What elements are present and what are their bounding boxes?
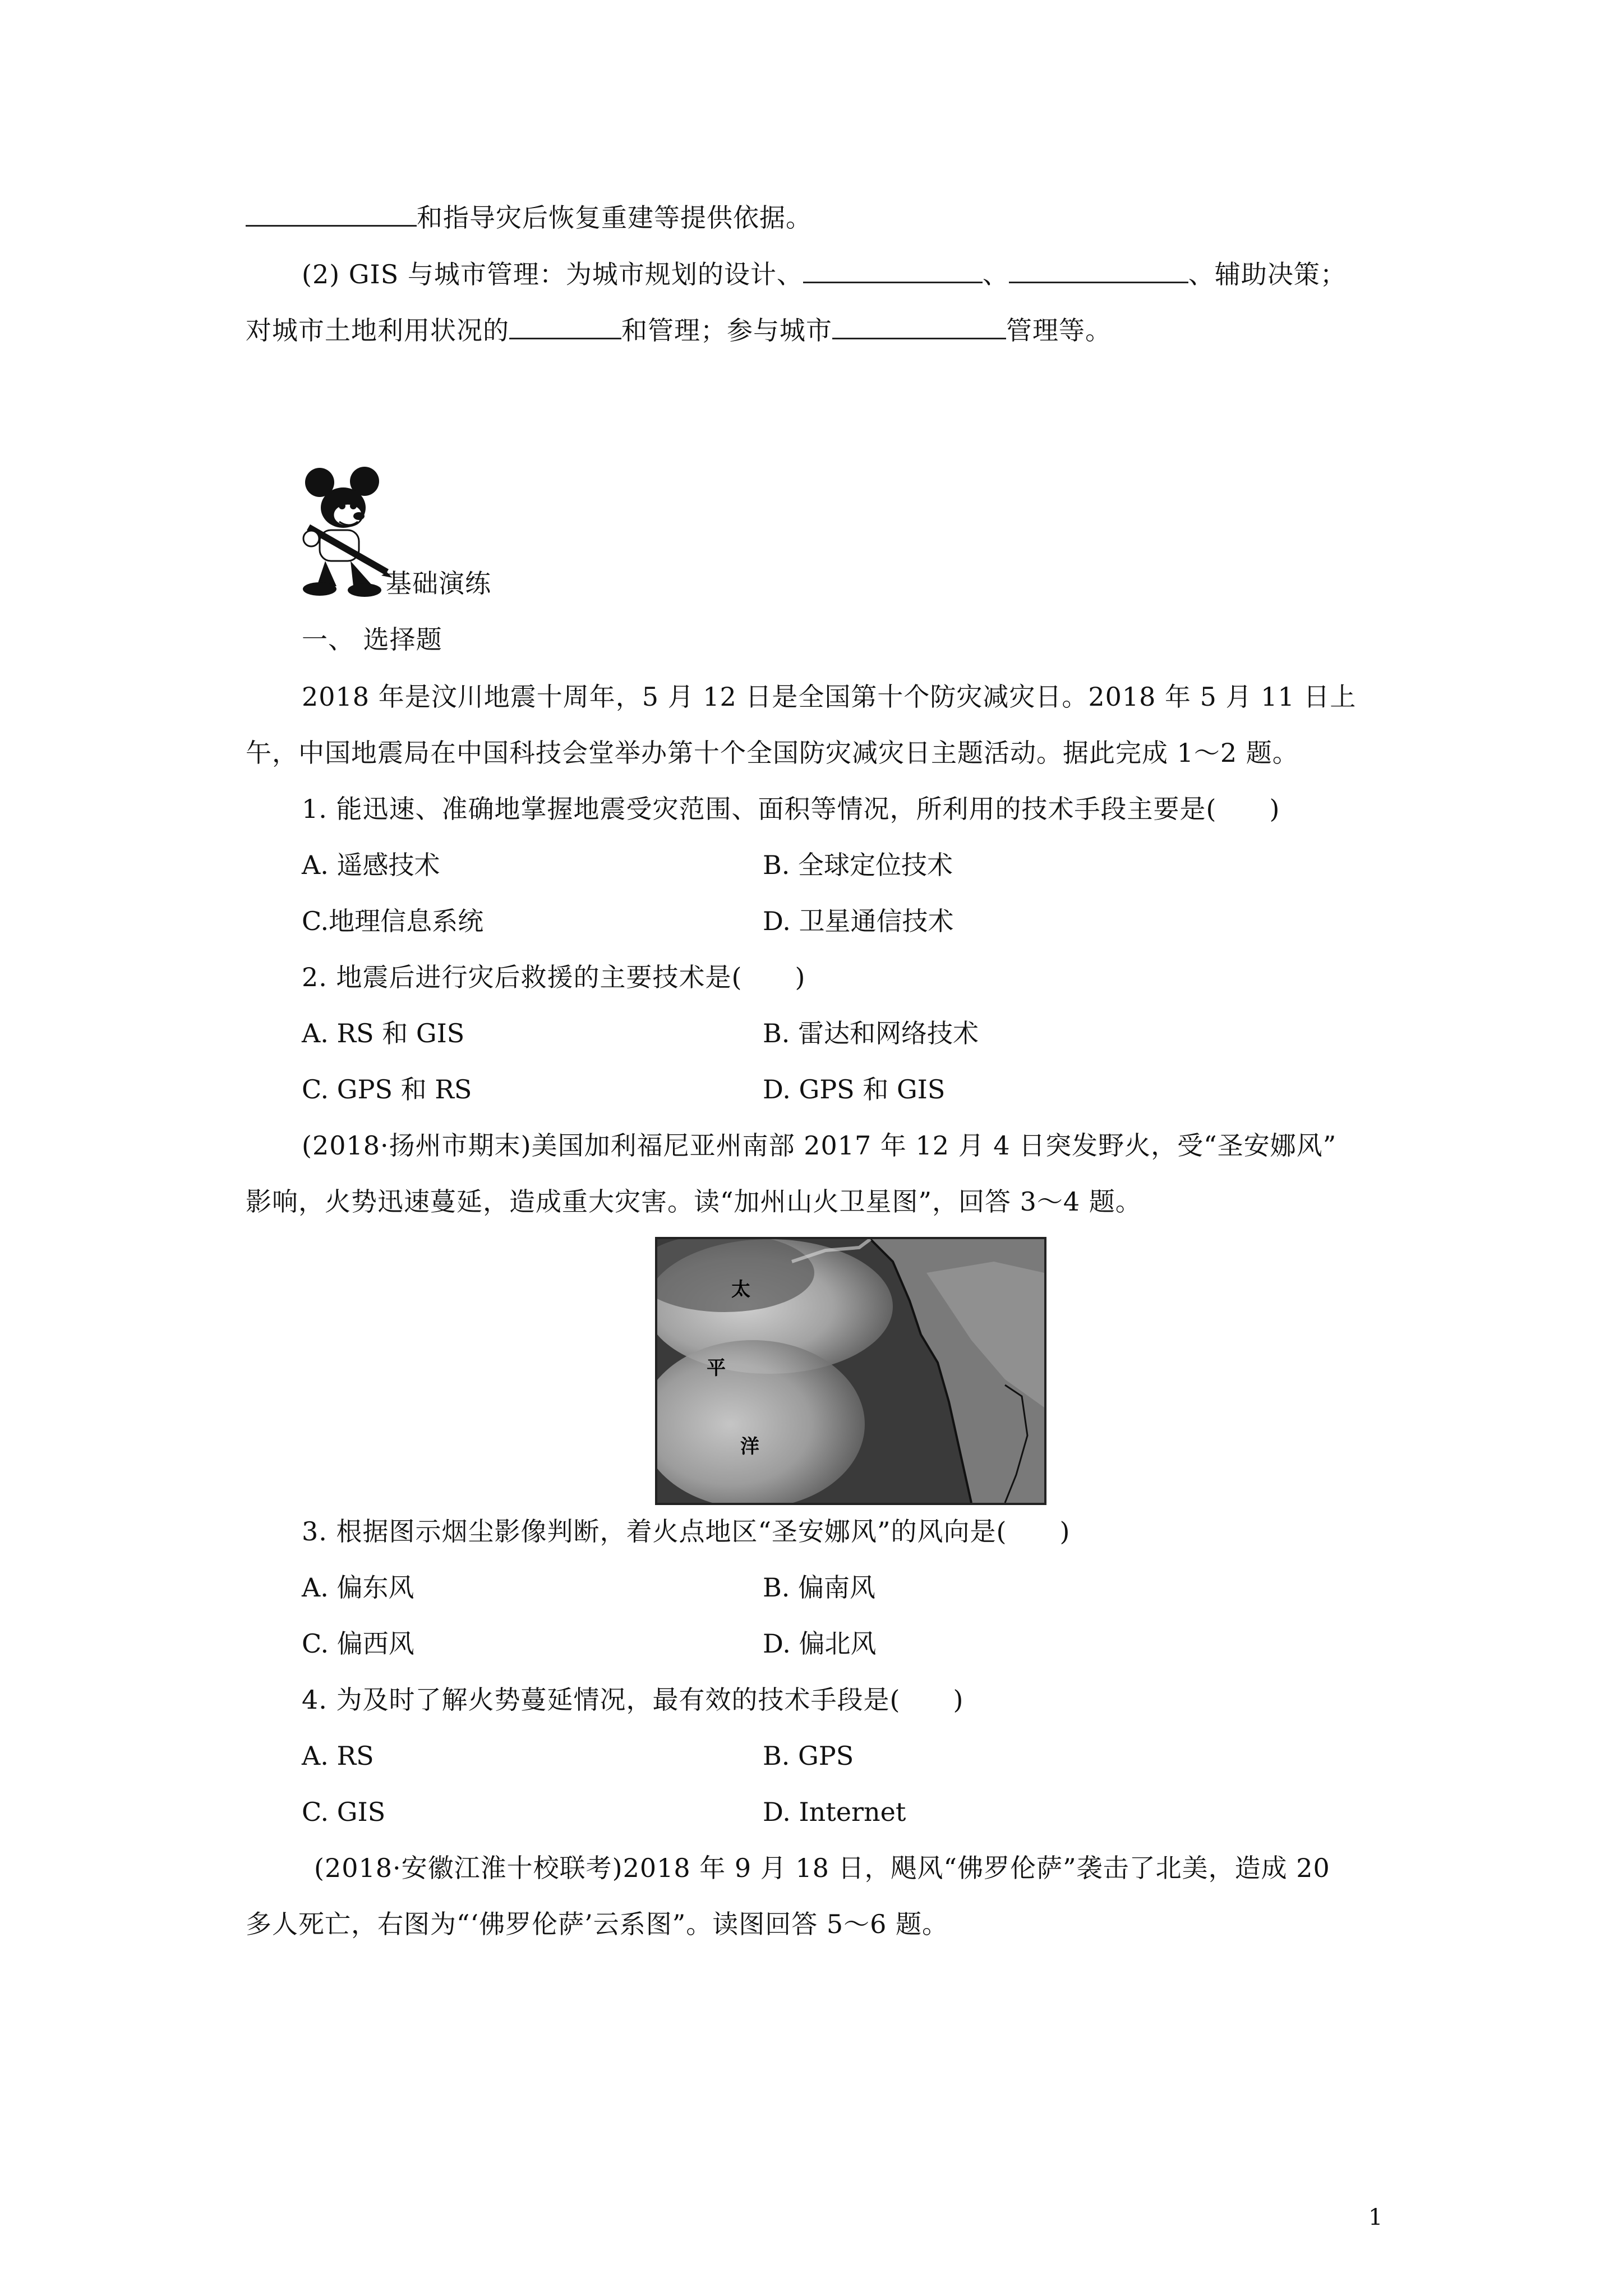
question-2-option-a[interactable]: A. RS 和 GIS [302, 1018, 465, 1048]
intro-2-line-2: 影响，火势迅速蔓延，造成重大灾害。读“加州山火卫星图”，回答 3～4 题。 [246, 1186, 1142, 1217]
map-label-ping: 平 [707, 1357, 726, 1379]
question-4-option-a[interactable]: A. RS [302, 1741, 374, 1771]
fill-line-2-suffix: 、辅助决策； [1188, 259, 1347, 289]
section-subtitle: 一、 选择题 [302, 624, 442, 655]
mickey-pencil-icon [297, 466, 393, 597]
fill-line-1-text: 和指导灾后恢复重建等提供依据。 [417, 203, 812, 233]
question-4-option-c[interactable]: C. GIS [302, 1797, 386, 1827]
question-1-option-b[interactable]: B. 全球定位技术 [763, 850, 953, 880]
california-wildfire-satellite-map [655, 1237, 1046, 1505]
intro-1-line-1: 2018 年是汶川地震十周年，5 月 12 日是全国第十个防灾减灾日。2018 年 5 月 11 日上 [302, 682, 1357, 712]
map-label-tai: 太 [731, 1278, 750, 1301]
question-4-stem: 4. 为及时了解火势蔓延情况，最有效的技术手段是( ) [302, 1685, 964, 1715]
fill-line-1 [246, 199, 812, 234]
intro-3-line-2: 多人死亡，右图为“‘佛罗伦萨’云系图”。读图回答 5～6 题。 [246, 1909, 949, 1939]
section-title: 基础演练 [386, 568, 491, 599]
question-3-option-c[interactable]: C. 偏西风 [302, 1628, 414, 1659]
question-2-stem: 2. 地震后进行灾后救援的主要技术是( ) [302, 962, 806, 992]
blank [1009, 256, 1188, 283]
fill-line-2-sep: 、 [982, 259, 1009, 289]
question-1-stem: 1. 能迅速、准确地掌握地震受灾范围、面积等情况，所利用的技术手段主要是( ) [302, 794, 1280, 824]
intro-3-line-1: (2018·安徽江淮十校联考)2018 年 9 月 18 日，飓风“佛罗伦萨”袭击了北美，造成 20 [314, 1853, 1330, 1883]
question-1-option-c[interactable]: C.地理信息系统 [302, 906, 484, 936]
page-number: 1 [1368, 2205, 1383, 2230]
question-3-option-b[interactable]: B. 偏南风 [763, 1572, 876, 1603]
question-2-option-d[interactable]: D. GPS 和 GIS [763, 1074, 946, 1105]
fill-line-3-prefix: 对城市土地利用状况的 [246, 315, 509, 346]
blank [246, 199, 417, 227]
intro-2-line-1: (2018·扬州市期末)美国加利福尼亚州南部 2017 年 12 月 4 日突发野火，受“圣安娜风” [302, 1130, 1337, 1161]
fill-line-3-suffix: 管理等。 [1006, 315, 1112, 346]
question-4-option-d[interactable]: D. Internet [763, 1797, 906, 1827]
question-3-stem: 3. 根据图示烟尘影像判断，着火点地区“圣安娜风”的风向是( ) [302, 1516, 1071, 1547]
blank [509, 312, 621, 339]
question-1-option-d[interactable]: D. 卫星通信技术 [763, 906, 954, 936]
fill-line-2-prefix: (2) GIS 与城市管理：为城市规划的设计、 [302, 259, 803, 289]
blank [832, 312, 1006, 339]
intro-1-line-2: 午，中国地震局在中国科技会堂举办第十个全国防灾减灾日主题活动。据此完成 1～2 题。 [246, 738, 1299, 768]
map-label-yang: 洋 [740, 1435, 759, 1458]
fill-line-3-mid: 和管理；参与城市 [621, 315, 832, 346]
question-1-option-a[interactable]: A. 遥感技术 [302, 850, 440, 880]
question-2-option-b[interactable]: B. 雷达和网络技术 [763, 1018, 979, 1048]
question-3-option-d[interactable]: D. 偏北风 [763, 1628, 877, 1659]
fill-line-2 [302, 256, 1347, 291]
question-4-option-b[interactable]: B. GPS [763, 1741, 854, 1771]
question-2-option-c[interactable]: C. GPS 和 RS [302, 1074, 472, 1105]
fill-line-3 [246, 312, 1112, 347]
question-3-option-a[interactable]: A. 偏东风 [302, 1572, 414, 1603]
blank [803, 256, 983, 283]
